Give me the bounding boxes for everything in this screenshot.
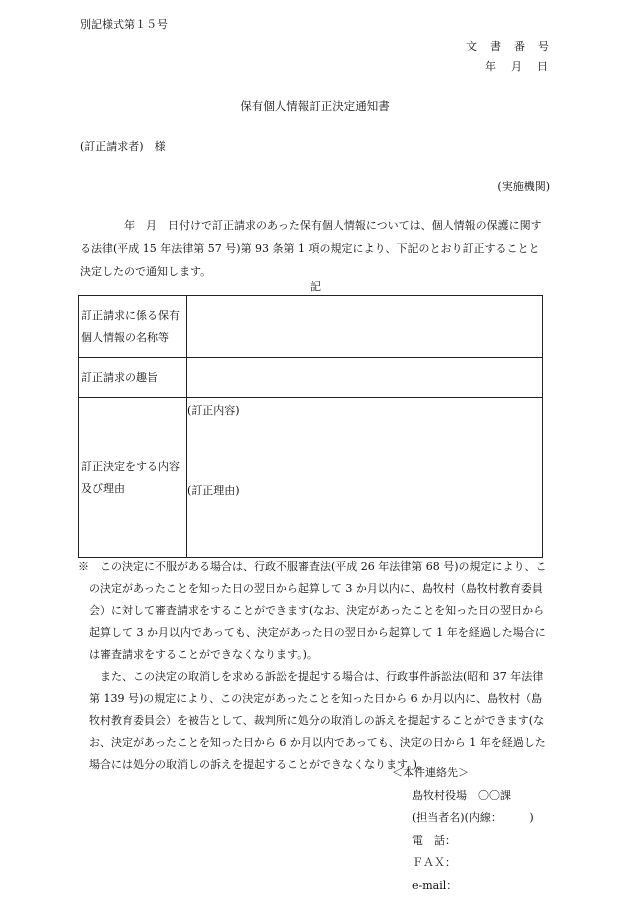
ki-heading: 記 xyxy=(310,280,321,293)
contact-person: (担当者名)(内線： ) xyxy=(412,811,534,824)
row3-label-line2: 及び理由 xyxy=(81,481,125,495)
table-label-cell xyxy=(79,296,187,358)
row2-label: 訂正請求の趣旨 xyxy=(79,358,187,398)
form-number: 別記様式第１５号 xyxy=(80,18,168,31)
contact-block xyxy=(392,762,534,897)
correction-content-label: (訂正内容) xyxy=(187,404,240,417)
contact-office: 島牧村役場 〇〇課 xyxy=(412,788,511,802)
table-row xyxy=(79,358,543,398)
contact-phone: 電 話： xyxy=(412,833,456,847)
notes xyxy=(78,556,548,776)
decision-table xyxy=(78,295,543,558)
correction-reason-label: (訂正理由) xyxy=(187,484,240,497)
table-value-cell xyxy=(187,296,543,358)
table-label-cell xyxy=(79,398,187,558)
issuing-agency: (実施機関) xyxy=(497,180,550,193)
table-value-cell xyxy=(187,398,543,558)
contact-email: e-mail： xyxy=(412,878,458,892)
contact-fax: ＦＡＸ： xyxy=(412,856,456,869)
addressee: (訂正請求者) 様 xyxy=(80,140,166,153)
body-paragraph: 年 月 日付けで訂正請求のあった保有個人情報については、個人情報の保護に関する法律(平成 15 年法律第 57 号)第 93 条第 1 項の規定により、下記のとおり訂正することと決定したので通知します。 xyxy=(80,219,542,278)
date-label: 年 月 日 xyxy=(485,60,550,73)
table-row xyxy=(79,398,543,558)
contact-heading: ＜本件連絡先＞ xyxy=(392,766,469,779)
page-title: 保有個人情報訂正決定通知書 xyxy=(240,99,390,113)
note-lawsuit: また、この決定の取消しを求める訴訟を提起する場合は、行政事件訴訟法(昭和 37 年法律第 139 号)の規定により、この決定があったことを知った日から 6 か月以内に、島牧村（島牧村教育委員会）を被告として、裁判所に処分の取消しの訴えを提起することができます(なお、決定があったことを知った日から 6 か月以内であっても、決定の日から 1 年を経過した場合には処分の取消しの訴えを提起することができなくなります。)。 xyxy=(89,670,546,771)
table-value-cell xyxy=(187,358,543,398)
row1-label-line1: 訂正請求に係る保有 xyxy=(81,308,180,322)
document-number-label: 文 書 番 号 xyxy=(466,40,550,53)
table-row xyxy=(79,296,543,358)
row1-label-line2: 個人情報の名称等 xyxy=(81,330,169,344)
note-review: ※ この決定に不服がある場合は、行政不服審査法(平成 26 年法律第 68 号)の規定により、この決定があったことを知った日の翌日から起算して 3 か月以内に、島牧村（島牧村教育委員会）に対して審査請求をすることができます(なお、決定があったことを知った日の翌日から起算して 3 か月以内であっても、決定があった日の翌日から起算して 1 年を経過した場合には審査請求をすることができなくなります。)。 xyxy=(78,560,547,661)
row3-label-line1: 訂正決定をする内容 xyxy=(81,459,180,473)
